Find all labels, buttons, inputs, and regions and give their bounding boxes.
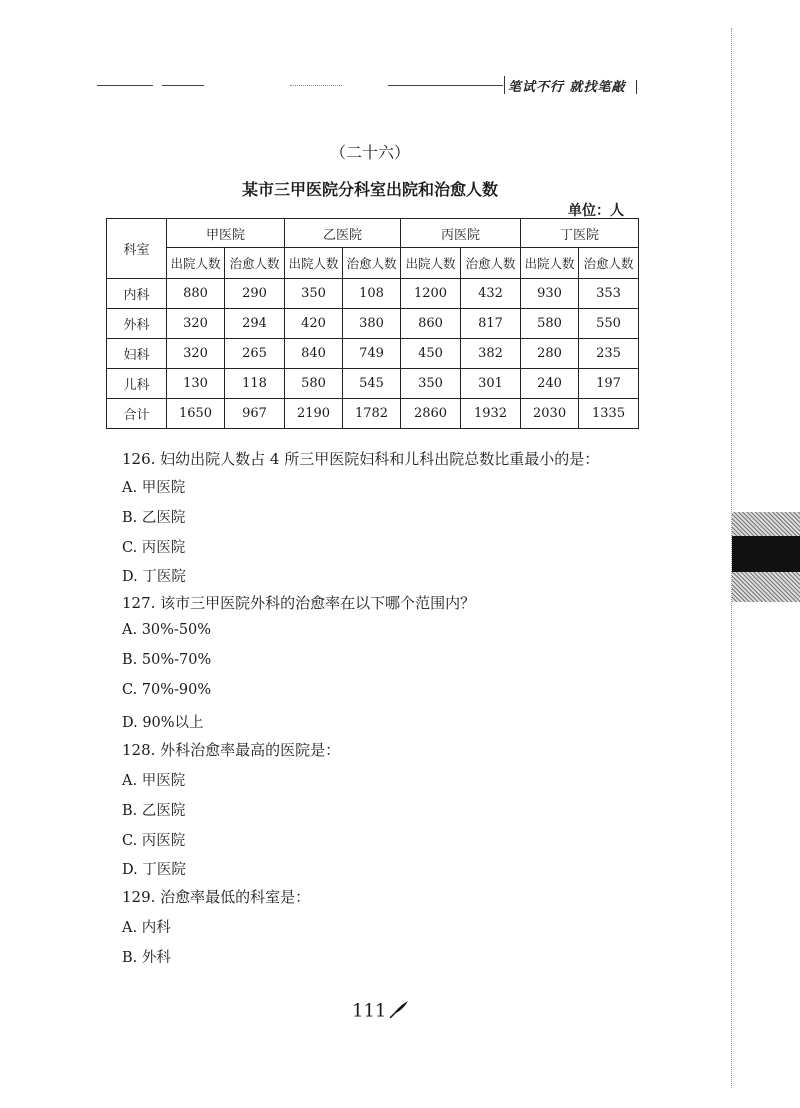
hospital-header: 丁医院 [521,219,639,248]
table-cell: 294 [225,309,285,339]
table-cell: 817 [461,309,521,339]
table-cell: 265 [225,339,285,369]
table-cell: 353 [579,279,639,309]
table-cell: 382 [461,339,521,369]
table-cell: 420 [285,309,343,339]
table-cell: 350 [285,279,343,309]
table-unit: 单位：人 [568,203,624,219]
option: A. 30%-50% [122,622,212,638]
column-subheader: 出院人数 [401,248,461,279]
row-label: 合计 [107,399,167,429]
row-label: 外科 [107,309,167,339]
table-cell: 1650 [167,399,225,429]
page-edge-texture-bottom [732,572,800,602]
page-number [352,1000,409,1023]
table-cell: 108 [343,279,401,309]
header-slogan: 笔试不行 就找笔敲 [508,80,626,95]
option: A. 内科 [122,920,171,936]
header-rule-left2 [162,85,204,86]
page-edge-dark-band [732,536,800,572]
column-subheader: 出院人数 [167,248,225,279]
option: B. 乙医院 [122,803,186,819]
table-cell: 550 [579,309,639,339]
table-cell: 301 [461,369,521,399]
section-number: （二十六） [329,143,410,162]
header-dotted-rule [290,85,342,86]
table-cell: 320 [167,309,225,339]
header-slogan-bar-left [504,76,505,94]
table-cell: 240 [521,369,579,399]
table-cell: 1335 [579,399,639,429]
table-cell: 860 [401,309,461,339]
question-stem: 128. 外科治愈率最高的医院是： [122,741,341,759]
question-stem: 126. 妇幼出院人数占 4 所三甲医院妇科和儿科出院总数比重最小的是： [122,450,600,468]
table-cell: 2860 [401,399,461,429]
table-cell: 235 [579,339,639,369]
hospital-header: 丙医院 [401,219,521,248]
table-cell: 197 [579,369,639,399]
column-subheader: 治愈人数 [225,248,285,279]
table-cell: 350 [401,369,461,399]
table-cell: 320 [167,339,225,369]
table-cell: 580 [285,369,343,399]
table-cell: 967 [225,399,285,429]
row-label: 儿科 [107,369,167,399]
header-rule-main [388,85,503,86]
table-cell: 580 [521,309,579,339]
table-cell: 1200 [401,279,461,309]
column-subheader: 出院人数 [521,248,579,279]
table-row [107,369,639,399]
option: D. 丁医院 [122,569,186,585]
question-stem: 127. 该市三甲医院外科的治愈率在以下哪个范围内？ [122,594,476,612]
table-cell: 2190 [285,399,343,429]
table-row [107,309,639,339]
table-cell: 1782 [343,399,401,429]
option: C. 70%-90% [122,682,212,698]
page-edge-texture-top [732,512,800,536]
option: C. 丙医院 [122,833,186,849]
table-cell: 930 [521,279,579,309]
column-subheader: 治愈人数 [343,248,401,279]
header-slogan-bar-right [636,80,637,94]
column-subheader: 治愈人数 [579,248,639,279]
option: B. 50%-70% [122,652,212,668]
option: A. 甲医院 [122,773,186,789]
option: B. 外科 [122,950,171,966]
hospital-header: 乙医院 [285,219,401,248]
option: A. 甲医院 [122,480,186,496]
question-stem: 129. 治愈率最低的科室是： [122,888,311,906]
table-cell: 880 [167,279,225,309]
hospital-header: 甲医院 [167,219,285,248]
table-cell: 280 [521,339,579,369]
column-subheader: 治愈人数 [461,248,521,279]
row-label: 内科 [107,279,167,309]
table-cell: 840 [285,339,343,369]
table-cell: 1932 [461,399,521,429]
table-title: 某市三甲医院分科室出院和治愈人数 [241,180,498,199]
option: B. 乙医院 [122,510,186,526]
header-rule-left [97,85,153,86]
table-cell: 2030 [521,399,579,429]
table-cell: 118 [225,369,285,399]
table-corner-header: 科室 [107,219,167,279]
option: D. 90%以上 [122,715,204,731]
table-row-total [107,399,639,429]
column-subheader: 出院人数 [285,248,343,279]
table-cell: 432 [461,279,521,309]
row-label: 妇科 [107,339,167,369]
data-table [106,218,639,429]
option: D. 丁医院 [122,862,186,878]
table-cell: 290 [225,279,285,309]
table-cell: 749 [343,339,401,369]
table-cell: 130 [167,369,225,399]
table-cell: 545 [343,369,401,399]
page-number-text: 111 [352,1000,387,1022]
table-cell: 380 [343,309,401,339]
option: C. 丙医院 [122,540,186,556]
table-row [107,279,639,309]
quill-pen-icon [389,1000,409,1023]
table-row [107,339,639,369]
table-cell: 450 [401,339,461,369]
